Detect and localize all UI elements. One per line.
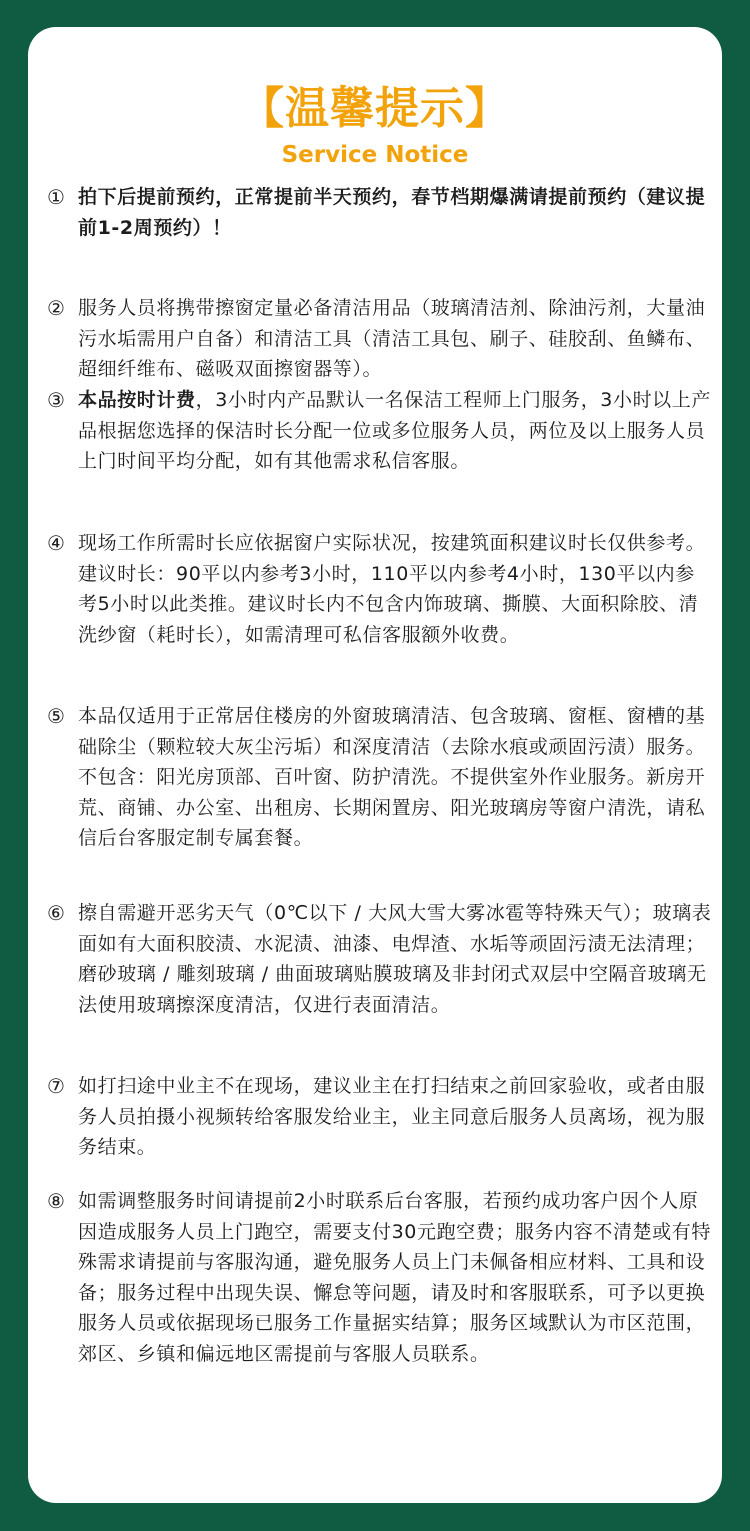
- page-subtitle: Service Notice: [281, 142, 469, 168]
- item-text: 拍下后提前预约，正常提前半天预约，春节档期爆满请提前预约（建议提前1-2周预约）！: [78, 186, 706, 239]
- item-number: ⑥: [47, 901, 65, 925]
- item-number: ②: [47, 296, 65, 320]
- item-text-rest: ，3小时内产品默认一名保洁工程师上门服务，3小时以上产品根据您选择的保洁时长分配一位或多位服务人员，两位及以上服务人员上门时间平均分配，如有其他需求私信客服。: [78, 389, 711, 472]
- notice-card: [28, 27, 722, 1503]
- item-number: ③: [47, 388, 65, 412]
- item-text: 擦自需避开恶劣天气（0℃以下 / 大风大雪大雾冰雹等特殊天气）；玻璃表面如有大面积胶渍、水泥渍、油漆、电焊渣、水垢等顽固污渍无法清理；磨砂玻璃 / 雕刻玻璃 / 曲面玻璃贴膜玻璃及非封闭式双层中空隔音玻璃无法使用玻璃擦深度清洁，仅进行表面清洁。: [78, 902, 712, 1016]
- page-title: 【温馨提示】: [240, 83, 510, 134]
- item-text: 服务人员将携带擦窗定量必备清洁用品（玻璃清洁剂、除油污剂，大量油污水垢需用户自备）和清洁工具（清洁工具包、刷子、硅胶刮、鱼鳞布、超细纤维布、磁吸双面擦窗器等）。: [78, 297, 706, 380]
- item-text: 如打扫途中业主不在现场，建议业主在打扫结束之前回家验收，或者由服务人员拍摄小视频转给客服发给业主，业主同意后服务人员离场，视为服务结束。: [78, 1075, 706, 1158]
- item-number: ⑤: [47, 704, 65, 728]
- item-number: ⑦: [47, 1074, 65, 1098]
- item-number: ⑧: [47, 1189, 65, 1213]
- item-bold-lead: 本品按时计费: [78, 389, 196, 411]
- item-text: [78, 385, 714, 477]
- item-text: 现场工作所需时长应依据窗户实际状况，按建筑面积建议时长仅供参考。建议时长：90平以内参考3小时，110平以内参考4小时，130平以内参考5小时以此类推。建议时长内不包含内饰玻璃、撕膜、大面积除胶、清洗纱窗（耗时长），如需清理可私信客服额外收费。: [78, 532, 706, 646]
- item-number: ④: [47, 531, 65, 555]
- item-text: 本品仅适用于正常居住楼房的外窗玻璃清洁、包含玻璃、窗框、窗槽的基础除尘（颗粒较大灰尘污垢）和深度清洁（去除水痕或顽固污渍）服务。不包含：阳光房顶部、百叶窗、防护清洗。不提供室外作业服务。新房开荒、商铺、办公室、出租房、长期闲置房、阳光玻璃房等窗户清洗，请私信后台客服定制专属套餐。: [78, 705, 706, 849]
- item-number: ①: [47, 185, 65, 209]
- item-text: 如需调整服务时间请提前2小时联系后台客服，若预约成功客户因个人原因造成服务人员上门跑空，需要支付30元跑空费；服务内容不清楚或有特殊需求请提前与客服沟通，避免服务人员上门未佩备相应材料、工具和设备；服务过程中出现失误、懈怠等问题，请及时和客服联系，可予以更换服务人员或依据现场已服务工作量据实结算；服务区域默认为市区范围，郊区、乡镇和偏远地区需提前与客服人员联系。: [78, 1190, 711, 1365]
